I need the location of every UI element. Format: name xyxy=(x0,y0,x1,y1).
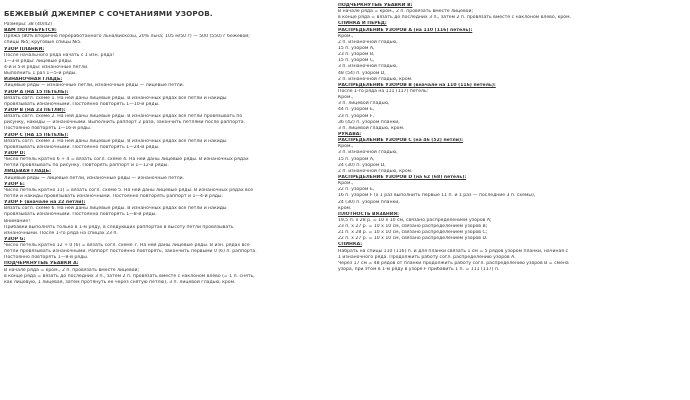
text-line: Число петель кратно 11) = вязать согл. схеме 5. На ней даны лицевые ряды. В изнаночных рядах все xyxy=(4,187,254,193)
section-heading: РАСПРЕДЕЛЕНИЕ УЗОРОВ С (на 46 (52) петли): xyxy=(338,138,463,144)
text-line: спицы №5; круговые спицы №5. xyxy=(4,40,82,46)
text-line: петли провязывать по рисунку. Повторять раппорт и 1—12-й ряды. xyxy=(4,163,169,169)
text-line: петли провязывать изнаночными. Раппорт постоянно повторять, закончить первыми 0 (6) п. раппорта. xyxy=(4,249,257,255)
text-line: 36 (42) п. узором планки, xyxy=(338,119,400,125)
text-line: 16 п. узором F (х 1 раз выполнить первые 11 п. и 1 раз — последние 3 п. схемы), xyxy=(338,193,536,199)
section-heading: УЗОР D: xyxy=(4,150,26,156)
text-line: провязывать изнаночными. Постоянно повторять 1—10-й ряды. xyxy=(4,101,160,107)
text-line: 4-й и 5-й ряды: изнаночные петли. xyxy=(4,64,89,70)
section-heading: РУКАВА: xyxy=(338,131,362,137)
text-line: 1 изнаночного ряда. Продолжить работу согл. распределению узоров А. xyxy=(338,254,516,260)
text-line: Кром., xyxy=(338,33,354,39)
text-line: Постоянно повторять 1—16-й ряды. xyxy=(4,126,92,132)
text-line: Кром., xyxy=(338,144,354,150)
section-heading: СПИНКА И ПЕРЕД: xyxy=(338,21,387,27)
section-heading: УЗОР F (вначале на 22 петли): xyxy=(4,200,86,206)
text-line: петли и накиды провязывать изнаночными. Постоянно повторять раппорт и 1—4-й ряды. xyxy=(4,193,223,199)
text-line: 2 п. изнаночной гладью, кром. xyxy=(338,168,413,174)
text-line: Через 17 см = 48 рядов от планки продолжить работу согл. распределению узоров В = смена xyxy=(338,260,569,266)
section-heading: ВАМ ПОТРЕБУЕТСЯ: xyxy=(4,28,57,34)
section-heading: УЗОР С (НА 15 ПЕТЕЛЬ): xyxy=(4,132,69,138)
right-column xyxy=(338,0,686,273)
text-line: В начале ряда = кром., 2 п. провязать вместе лицевой; xyxy=(4,267,139,273)
text-line: Прибавки выполнять только в 1-м ряду, в следующих раппортах в высоту петли провязывать xyxy=(4,224,234,230)
text-line: Лицевые ряды — изнаночные петли, изнаночные ряды — лицевые петли. xyxy=(4,83,185,89)
text-line: 3 п. изнаночной гладью, xyxy=(338,150,398,156)
text-line: 3 п. лицевой гладью, кром. xyxy=(338,125,405,131)
text-line: Пряжа (80% вторично переработанного льна/вискозы, 20% льна; 105 м/50 г) — 500 (550) г бежевой; xyxy=(4,34,250,40)
text-line: 44 п. узором Е, xyxy=(338,107,375,113)
text-line: Вязать согл. схеме 3. На ней даны лицевые ряды. В изнаночных рядах все петли и накиды xyxy=(4,138,227,144)
section-heading: УЗОР В (НА 23 ПЕТЛИ): xyxy=(4,107,66,113)
text-line: 23 п. х 27 р. = 10 х 10 см, связано распределением узоров В; xyxy=(338,224,488,230)
text-line: Лицевые ряды — лицевые петли, изнаночные ряды — изнаночные петли. xyxy=(4,175,185,181)
text-line: 23 п. узором В, xyxy=(338,52,375,58)
text-line: Вязать согл. схеме 2. На ней даны лицевые ряды. В изнаночных рядах все петли провязывать по xyxy=(4,114,243,120)
text-line: Кром., xyxy=(338,95,354,101)
section-heading: РАСПРЕДЕЛЕНИЕ УЗОРОВ D (на 62 (68) петель): xyxy=(338,174,467,180)
text-line: провязывать изнаночными. Постоянно повторять 1—24-й ряды. xyxy=(4,144,160,150)
text-line: 48 (54) п. узором D, xyxy=(338,70,386,76)
text-line: рисунку, накиды — изнаночными. Выполнить раппорт 2 раза, закончить петлями после раппорта. xyxy=(4,120,245,126)
text-line: Число петель кратно 12 + 0 (6) = вязать согл. схеме 7. На ней даны лицевые ряды. В изн. рядах все xyxy=(4,243,250,249)
text-line: 21 п. х 28 р. = 10 х 10 см, связано распределением узоров С; xyxy=(338,230,488,236)
text-line: провязывать изнаночными. Постоянно повторять 1—8-й ряды. xyxy=(4,212,157,218)
section-heading: ПОДЧЕРКНУТЫЕ УБАВКИ В: xyxy=(338,3,413,8)
text-line: кром. xyxy=(338,205,352,211)
document-title: БЕЖЕВЫЙ ДЖЕМПЕР С СОЧЕТАНИЯМИ УЗОРОВ. xyxy=(4,9,213,18)
text-line: Кром., xyxy=(338,181,354,187)
section-heading: ПОДЧЕРКНУТЫЕ УБАВКИ А: xyxy=(4,261,79,267)
text-line: изнаночными. После 1-го ряда на спицах 23 п. xyxy=(4,230,118,236)
section-heading: ЛИЦЕВАЯ ГЛАДЬ: xyxy=(4,169,51,175)
section-heading: РАСПРЕДЕЛЕНИЕ УЗОРОВ В (вначале на 110 (116) петель): xyxy=(338,82,496,88)
section-heading: УЗОР А (НА 15 ПЕТЕЛЬ): xyxy=(4,89,69,95)
text-line: 2 п. изнаночной гладью, xyxy=(338,39,398,45)
text-line: 15 п. узором А, xyxy=(338,45,375,51)
text-line: 1—3-й ряды: лицевые ряды. xyxy=(4,58,73,64)
text-line: 3 п. лицевой гладью, xyxy=(338,101,390,107)
text-line: Вязать согл. схеме 1. На ней даны лицевые ряды. В изнаночных рядах все петли и накиды xyxy=(4,95,227,101)
section-heading: СПИНКА: xyxy=(338,242,363,248)
text-line: После 1-го ряда на 111 (117) петель: xyxy=(338,88,429,94)
text-line: узора, при этом в 1-м ряду в узоре F прибавить 1 п. = 111 (117) п. xyxy=(338,267,500,273)
section-heading: УЗОР Е: xyxy=(4,181,25,187)
text-line: в конце ряда = вязать до последних 3 п., затем 2 п. провязать вместе с наклоном влево (= 1 п. снять, xyxy=(4,273,255,279)
text-line: 15 п. узором А, xyxy=(338,156,375,162)
text-line: Выполнить 1 раз 1—5-й ряды. xyxy=(4,71,77,77)
text-line: Внимание! xyxy=(4,218,31,224)
text-line: в конце ряда = вязать до последних 3 п., затем 2 п. провязать вместе с наклоном влево, кром. xyxy=(338,15,572,21)
text-line: Постоянно повторять 1—8-й ряды. xyxy=(4,255,89,261)
text-line: 24 (30) п. узором D, xyxy=(338,162,386,168)
text-line: 22 п. узором Е, xyxy=(338,187,375,193)
text-line: Вязать согл. схеме 6. На ней даны лицевые ряды. В изнаночных рядах все петли и накиды xyxy=(4,206,227,212)
section-heading: УЗОР ПЛАНКИ: xyxy=(4,46,45,52)
text-line: Набрать на спицы 110 (116) п. и для планки связать 1 см = 5 рядов узором планки, начиная с xyxy=(338,248,569,254)
text-line: 24 (30) п. узором планки, xyxy=(338,199,400,205)
section-heading: ИЗНАНОЧНАЯ ГЛАДЬ: xyxy=(4,77,63,83)
left-column xyxy=(4,0,329,286)
text-line: Размеры: 38 (40/42) xyxy=(4,22,52,27)
text-line: 23 п. узором F, xyxy=(338,113,374,119)
section-heading: РАСПРЕДЕЛЕНИЕ УЗОРОВ А (на 110 (116) петель): xyxy=(338,27,473,33)
text-line: После начального ряда начать с 1 изн. ряда! xyxy=(4,52,115,58)
text-line: как лицевую, 1 лицевая, затем протянуть ее через снятую петлю), 3 п. лицевой гладью, кром. xyxy=(4,279,236,285)
section-heading: ПЛОТНОСТЬ ВЯЗАНИЯ: xyxy=(338,211,399,217)
text-line: 19,5 п. х 28 р. = 10 х 10 см, связано распределением узоров А; xyxy=(338,217,492,223)
text-line: Число петель кратно 6 + 4 = вязать согл. схеме 4. На ней даны лицевые ряды. В изнаночных рядах xyxy=(4,157,249,163)
text-line: 2 п. изнаночной гладью, кром. xyxy=(338,76,413,82)
text-line: 3 п. изнаночной гладью, xyxy=(338,64,398,70)
text-line: 22 п. х 27 р. = 10 х 10 см, связано распределением узоров D. xyxy=(338,236,488,242)
section-heading: УЗОР G: xyxy=(4,236,26,242)
text-line: 15 п. узором С, xyxy=(338,58,375,64)
text-line: В начале ряда = кром., 2 п. провязать вместе лицевой; xyxy=(338,9,473,15)
